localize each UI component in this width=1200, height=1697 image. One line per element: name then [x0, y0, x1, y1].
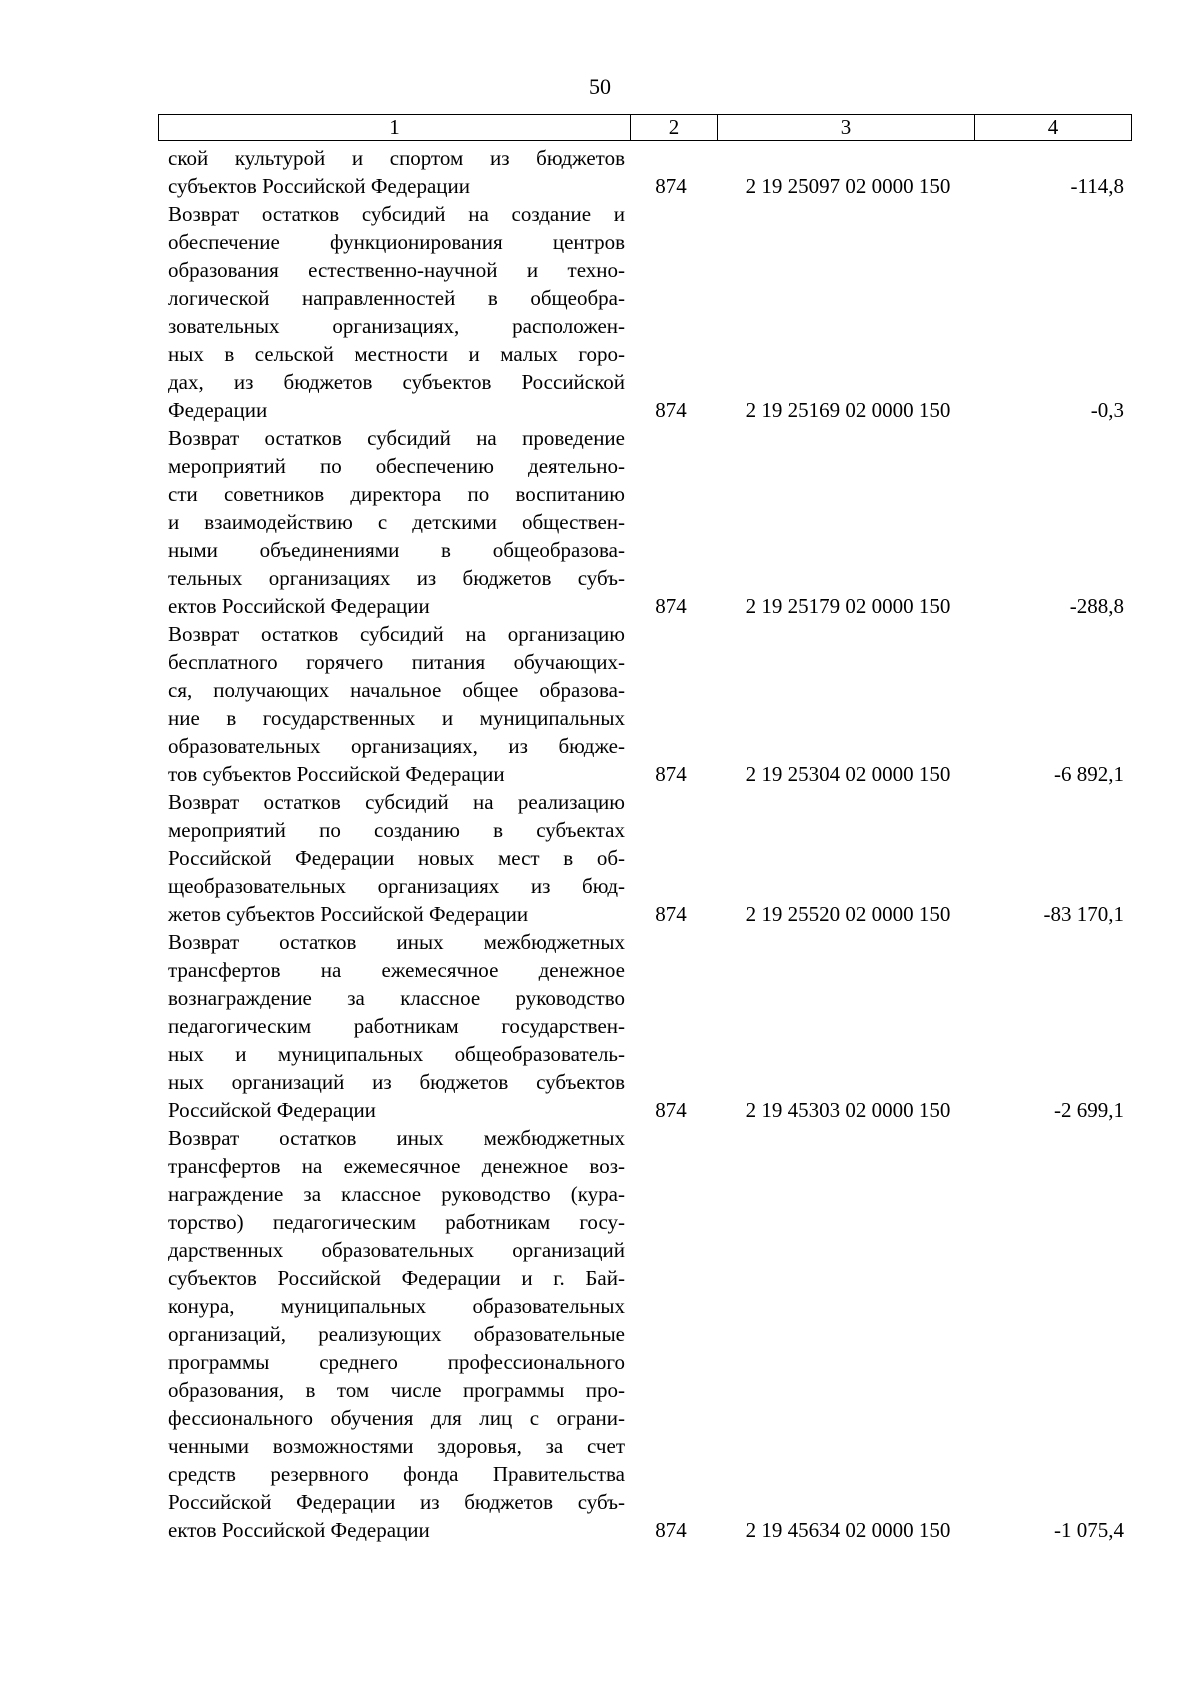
budget-classification-code: 2 19 25169 02 0000 150 [745, 398, 951, 422]
description-line: ся, получающих начальное общее образова- [168, 678, 625, 702]
description-line: ектов Российской Федерации [168, 1518, 430, 1542]
column-header-3: 3 [718, 115, 975, 140]
page-number: 50 [589, 74, 611, 99]
admin-code: 874 [655, 174, 687, 198]
description-line: награждение за классное руководство (кура- [168, 1182, 625, 1206]
description-line: Возврат остатков субсидий на проведение [168, 426, 625, 450]
description-line: торство) педагогическим работникам госу- [168, 1210, 625, 1234]
description-line: Возврат остатков иных межбюджетных [168, 1126, 625, 1150]
description-line: программы среднего профессионального [168, 1350, 625, 1374]
amount: -1 075,4 [1054, 1518, 1124, 1542]
admin-code: 874 [655, 762, 687, 786]
column-header-1: 1 [159, 115, 631, 140]
table-row [168, 144, 1132, 200]
row-description [168, 788, 625, 928]
description-line: вознаграждение за классное руководство [168, 986, 625, 1010]
table-row [168, 200, 1132, 424]
table-row [168, 1124, 1132, 1544]
column-header-4: 4 [1047, 115, 1059, 139]
budget-classification-code: 2 19 25520 02 0000 150 [745, 902, 951, 926]
description-line: образовательных организациях, из бюдже- [168, 734, 625, 758]
table-row [168, 788, 1132, 928]
admin-code: 874 [655, 902, 687, 926]
description-line: ных организаций из бюджетов субъектов [168, 1070, 625, 1094]
amount: -0,3 [1090, 398, 1124, 422]
amount: -2 699,1 [1054, 1098, 1124, 1122]
description-line: мероприятий по созданию в субъектах [168, 818, 625, 842]
description-line: Возврат остатков субсидий на создание и [168, 202, 625, 226]
description-line: ектов Российской Федерации [168, 594, 430, 618]
description-line: ных в сельской местности и малых горо- [168, 342, 625, 366]
description-line: трансфертов на ежемесячное денежное воз- [168, 1154, 625, 1178]
table-header [158, 114, 1132, 141]
description-line: образования, в том числе программы про- [168, 1378, 625, 1402]
description-line: логической направленностей в общеобра- [168, 286, 625, 310]
description-line: щеобразовательных организациях из бюд- [168, 874, 625, 898]
description-line: Возврат остатков субсидий на реализацию [168, 790, 625, 814]
amount: -83 170,1 [1043, 902, 1124, 926]
row-description [168, 620, 625, 788]
description-line: зовательных организациях, расположен- [168, 314, 625, 338]
description-line: тельных организациях из бюджетов субъ- [168, 566, 625, 590]
description-line: трансфертов на ежемесячное денежное [168, 958, 625, 982]
admin-code: 874 [655, 398, 687, 422]
description-line: обеспечение функционирования центров [168, 230, 625, 254]
description-line: ными объединениями в общеобразова- [168, 538, 625, 562]
description-line: Российской Федерации [168, 1098, 376, 1122]
row-description [168, 200, 625, 424]
row-description [168, 1124, 625, 1544]
budget-classification-code: 2 19 25097 02 0000 150 [745, 174, 951, 198]
description-line: субъектов Российской Федерации [168, 174, 471, 198]
row-description [168, 144, 625, 200]
description-line: Возврат остатков субсидий на организацию [168, 622, 625, 646]
description-line: дарственных образовательных организаций [168, 1238, 625, 1262]
column-header-2: 2 [631, 115, 718, 140]
description-line: Российской Федерации из бюджетов субъ- [168, 1490, 625, 1514]
description-line: Возврат остатков иных межбюджетных [168, 930, 625, 954]
row-description [168, 424, 625, 620]
amount: -114,8 [1070, 174, 1124, 198]
budget-classification-code: 2 19 45303 02 0000 150 [745, 1098, 951, 1122]
description-line: конура, муниципальных образовательных [168, 1294, 625, 1318]
description-line: педагогическим работникам государствен- [168, 1014, 625, 1038]
budget-classification-code: 2 19 45634 02 0000 150 [745, 1518, 951, 1542]
description-line: ченными возможностями здоровья, за счет [168, 1434, 625, 1458]
description-line: организаций, реализующих образовательные [168, 1322, 625, 1346]
description-line: дах, из бюджетов субъектов Российской [168, 370, 625, 394]
description-line: образования естественно-научной и техно- [168, 258, 625, 282]
description-line: фессионального обучения для лиц с ограни- [168, 1406, 625, 1430]
description-line: бесплатного горячего питания обучающих- [168, 650, 625, 674]
budget-classification-code: 2 19 25304 02 0000 150 [745, 762, 951, 786]
description-line: средств резервного фонда Правительства [168, 1462, 625, 1486]
description-line: ской культурой и спортом из бюджетов [168, 146, 625, 170]
amount: -6 892,1 [1054, 762, 1124, 786]
table-row [168, 928, 1132, 1124]
description-line: Федерации [168, 398, 268, 422]
amount: -288,8 [1069, 594, 1124, 618]
admin-code: 874 [655, 594, 687, 618]
description-line: мероприятий по обеспечению деятельно- [168, 454, 625, 478]
description-line: ных и муниципальных общеобразователь- [168, 1042, 625, 1066]
budget-classification-code: 2 19 25179 02 0000 150 [745, 594, 951, 618]
description-line: и взаимодействию с детскими обществен- [168, 510, 625, 534]
description-line: ние в государственных и муниципальных [168, 706, 625, 730]
description-line: субъектов Российской Федерации и г. Бай- [168, 1266, 625, 1290]
description-line: тов субъектов Российской Федерации [168, 762, 505, 786]
description-line: Российской Федерации новых мест в об- [168, 846, 625, 870]
admin-code: 874 [655, 1518, 687, 1542]
description-line: сти советников директора по воспитанию [168, 482, 625, 506]
description-line: жетов субъектов Российской Федерации [168, 902, 529, 926]
table-body [168, 144, 1132, 1544]
row-description [168, 928, 625, 1124]
admin-code: 874 [655, 1098, 687, 1122]
table-row [168, 620, 1132, 788]
table-row [168, 424, 1132, 620]
